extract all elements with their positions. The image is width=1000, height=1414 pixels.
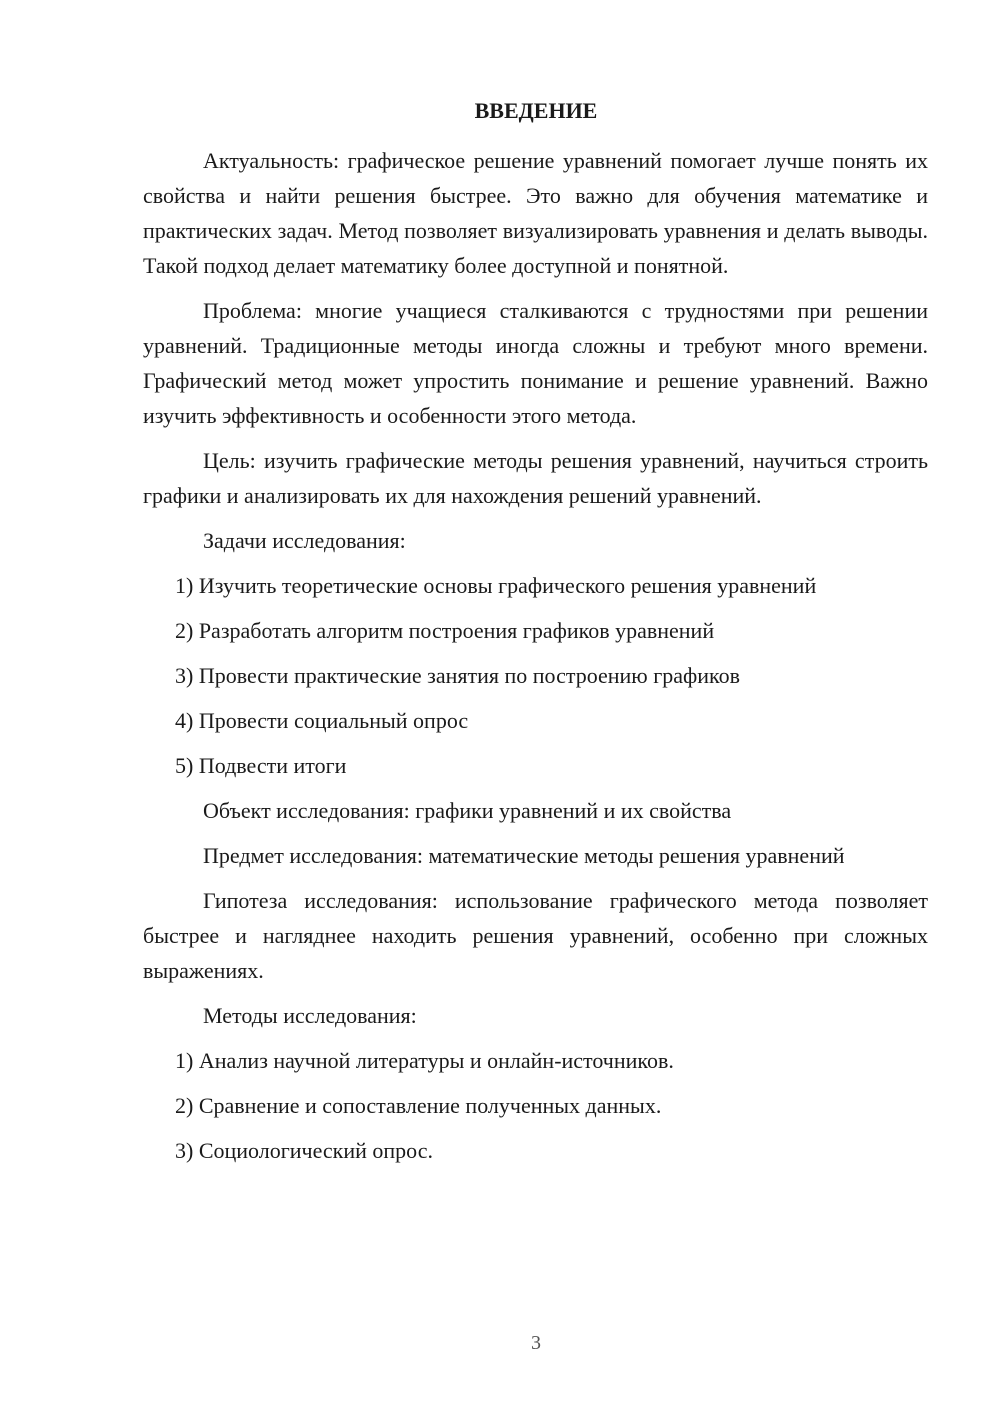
object-line: Объект исследования: графики уравнений и их свойства xyxy=(203,798,732,823)
goal-paragraph: Цель: изучить графические методы решения уравнений, научиться строить графики и анализировать их для нахождения решений уравнений. xyxy=(143,448,928,508)
method-item: 1) Анализ научной литературы и онлайн-источников. xyxy=(175,1048,674,1073)
relevance-paragraph: Актуальность: графическое решение уравнений помогает лучше понять их свойства и найти решения быстрее. Это важно для обучения математике и практических задач. Метод позволяет визуализировать уравнения и делать выводы. Такой подход делает математику более доступной и понятной. xyxy=(143,148,928,278)
hypothesis-paragraph: Гипотеза исследования: использование графического метода позволяет быстрее и нагляднее находить решения уравнений, особенно при сложных выражениях. xyxy=(143,888,928,983)
subject-line: Предмет исследования: математические методы решения уравнений xyxy=(203,843,845,868)
task-item: 5) Подвести итоги xyxy=(175,753,347,778)
task-item: 1) Изучить теоретические основы графического решения уравнений xyxy=(175,573,817,598)
tasks-title: Задачи исследования: xyxy=(203,528,406,553)
document-body xyxy=(143,143,928,1178)
method-item: 2) Сравнение и сопоставление полученных данных. xyxy=(175,1093,662,1118)
section-heading: ВВЕДЕНИЕ xyxy=(474,98,598,123)
task-item: 4) Провести социальный опрос xyxy=(175,708,469,733)
page-number: 3 xyxy=(531,1332,541,1354)
task-item: 3) Провести практические занятия по построению графиков xyxy=(175,663,741,688)
task-item: 2) Разработать алгоритм построения графиков уравнений xyxy=(175,618,715,643)
method-item: 3) Социологический опрос. xyxy=(175,1138,433,1163)
methods-title: Методы исследования: xyxy=(203,1003,417,1028)
problem-paragraph: Проблема: многие учащиеся сталкиваются с трудностями при решении уравнений. Традиционные методы иногда сложны и требуют много времени. Графический метод может упростить понимание и решение уравнений. Важно изучить эффективность и особенности этого метода. xyxy=(143,298,928,428)
